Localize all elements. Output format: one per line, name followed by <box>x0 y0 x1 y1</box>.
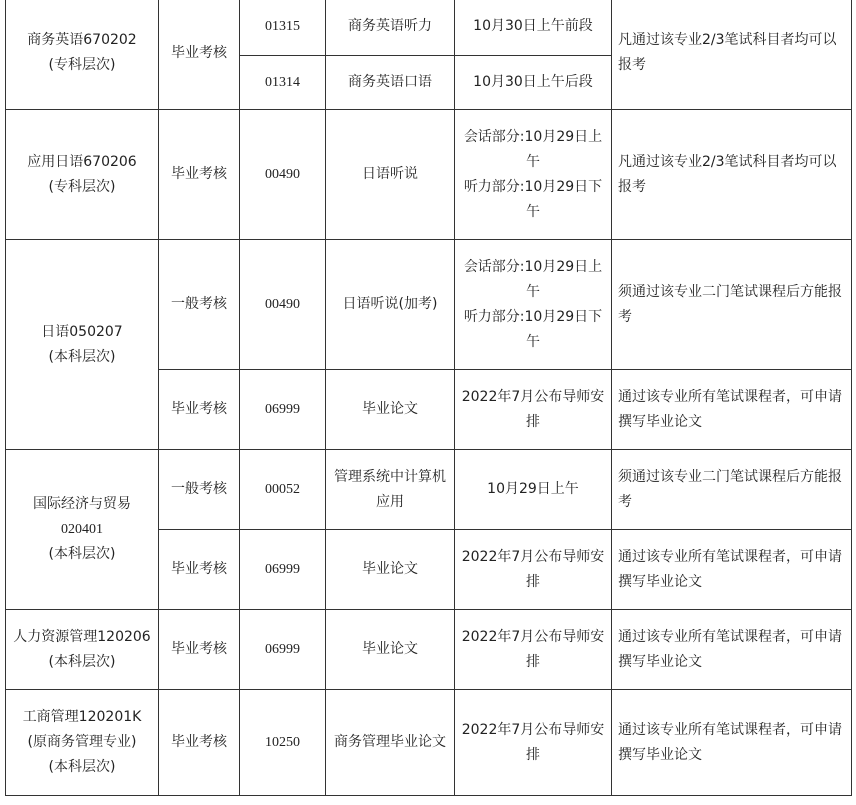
requirement-cell: 通过该专业所有笔试课程者，可申请撰写毕业论文 <box>612 610 852 690</box>
course-name-cell: 毕业论文 <box>326 370 455 450</box>
time-line: 听力部分:10月29日下午 <box>463 178 603 220</box>
major-cell <box>6 240 159 450</box>
exam-time-cell: 2022年7月公布导师安排 <box>455 690 612 796</box>
course-name-cell: 商务英语口语 <box>326 56 455 110</box>
major-name: 国际经济与贸易 <box>33 496 131 512</box>
exam-time-cell: 10月30日上午后段 <box>455 56 612 110</box>
exam-time-cell: 10月29日上午 <box>455 450 612 530</box>
major-cell <box>6 610 159 690</box>
major-level: (本科层次) <box>48 759 116 775</box>
time-line: 听力部分:10月29日下午 <box>463 308 603 350</box>
course-code-cell: 06999 <box>240 370 326 450</box>
major-level: (本科层次) <box>48 546 116 562</box>
major-level: (专科层次) <box>48 57 116 73</box>
exam-type-cell: 一般考核 <box>159 450 240 530</box>
table-row <box>6 610 852 690</box>
exam-type-cell: 毕业考核 <box>159 370 240 450</box>
course-name-cell: 日语听说(加考) <box>326 240 455 370</box>
exam-schedule-table <box>5 0 852 796</box>
major-name: 人力资源管理120206 <box>13 628 151 645</box>
time-line: 会话部分:10月29日上午 <box>463 258 603 300</box>
requirement-cell: 凡通过该专业2/3笔试科目者均可以报考 <box>612 110 852 240</box>
requirement-cell: 须通过该专业二门笔试课程后方能报考 <box>612 240 852 370</box>
course-code-cell: 00490 <box>240 110 326 240</box>
requirement-cell: 须通过该专业二门笔试课程后方能报考 <box>612 450 852 530</box>
course-name-cell: 管理系统中计算机应用 <box>326 450 455 530</box>
major-former-name: (原商务管理专业) <box>27 734 137 750</box>
table-row <box>6 450 852 530</box>
time-line: 会话部分:10月29日上午 <box>463 128 603 170</box>
major-level: (专科层次) <box>48 178 116 195</box>
course-name-cell: 商务管理毕业论文 <box>326 690 455 796</box>
major-cell <box>6 450 159 610</box>
exam-time-cell: 10月30日上午前段 <box>455 0 612 56</box>
exam-type-cell: 毕业考核 <box>159 610 240 690</box>
major-level: (本科层次) <box>48 653 116 670</box>
exam-time-cell: 2022年7月公布导师安排 <box>455 610 612 690</box>
requirement-cell: 通过该专业所有笔试课程者，可申请撰写毕业论文 <box>612 370 852 450</box>
course-code-cell: 01315 <box>240 0 326 56</box>
course-code-cell: 06999 <box>240 530 326 610</box>
requirement-cell: 凡通过该专业2/3笔试科目者均可以报考 <box>612 0 852 110</box>
course-code-cell: 06999 <box>240 610 326 690</box>
course-name-cell: 毕业论文 <box>326 610 455 690</box>
table-row <box>6 240 852 370</box>
major-cell <box>6 690 159 796</box>
major-code: 020401 <box>61 522 103 537</box>
major-cell <box>6 0 159 110</box>
major-name: 工商管理120201K <box>22 709 142 725</box>
major-name: 应用日语670206 <box>27 153 137 170</box>
exam-type-cell: 毕业考核 <box>159 690 240 796</box>
course-code-cell: 00052 <box>240 450 326 530</box>
course-name-cell: 毕业论文 <box>326 530 455 610</box>
exam-type-cell: 毕业考核 <box>159 530 240 610</box>
course-code-cell: 01314 <box>240 56 326 110</box>
course-code-cell: 10250 <box>240 690 326 796</box>
major-name: 日语050207 <box>41 323 123 340</box>
exam-type-cell: 一般考核 <box>159 240 240 370</box>
exam-time-cell: 2022年7月公布导师安排 <box>455 370 612 450</box>
exam-type-cell: 毕业考核 <box>159 0 240 110</box>
exam-time-cell: 2022年7月公布导师安排 <box>455 530 612 610</box>
requirement-cell: 通过该专业所有笔试课程者，可申请撰写毕业论文 <box>612 690 852 796</box>
table-row <box>6 0 852 56</box>
exam-type-cell: 毕业考核 <box>159 110 240 240</box>
table-row <box>6 110 852 240</box>
exam-time-cell <box>455 110 612 240</box>
major-cell <box>6 110 159 240</box>
course-name-cell: 商务英语听力 <box>326 0 455 56</box>
major-name: 商务英语670202 <box>27 32 137 48</box>
table-row <box>6 690 852 796</box>
requirement-cell: 通过该专业所有笔试课程者，可申请撰写毕业论文 <box>612 530 852 610</box>
exam-time-cell <box>455 240 612 370</box>
major-level: (本科层次) <box>48 348 116 365</box>
course-code-cell: 00490 <box>240 240 326 370</box>
course-name-cell: 日语听说 <box>326 110 455 240</box>
